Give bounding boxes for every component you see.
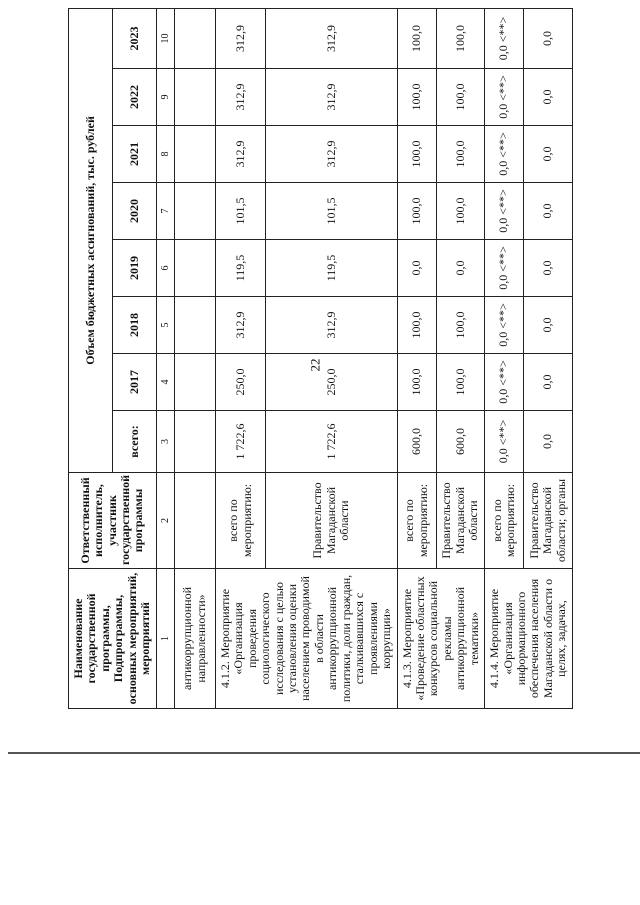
value-cell: 0,0 [524, 126, 573, 183]
value-cell: 101,5 [215, 183, 265, 240]
column-number: 10 [156, 8, 174, 68]
value-cell: 101,5 [266, 183, 397, 240]
value-cell: 119,5 [266, 240, 397, 297]
page-number: 22 [307, 358, 323, 372]
value-cell: 250,0 [215, 354, 265, 411]
column-number: 1 [156, 569, 174, 709]
column-number: 7 [156, 183, 174, 240]
table-row [485, 8, 524, 708]
column-number: 9 [156, 69, 174, 126]
value-cell: 100,0 [397, 8, 436, 68]
value-cell: 0,0 [397, 240, 436, 297]
value-cell: 0,0 <**> [485, 354, 524, 411]
header-year: 2019 [112, 240, 156, 297]
value-cell: 0,0 [524, 354, 573, 411]
value-cell: 119,5 [215, 240, 265, 297]
value-cell: 0,0 [524, 69, 573, 126]
table-row [215, 8, 265, 708]
table-row [397, 8, 436, 708]
value-cell: 312,9 [215, 126, 265, 183]
value-cell: 100,0 [436, 8, 485, 68]
value-cell: 0,0 <**> [485, 297, 524, 354]
value-cell: 0,0 <**> [485, 183, 524, 240]
header-year: 2022 [112, 69, 156, 126]
responsible-cell: всего по мероприятию: [215, 473, 265, 569]
header-year: 2020 [112, 183, 156, 240]
responsible-cell: Правительство Магаданской области [266, 473, 397, 569]
value-cell: 0,0 <**> [485, 240, 524, 297]
responsible-cell: всего по мероприятию: [397, 473, 436, 569]
value-cell: 312,9 [266, 126, 397, 183]
value-cell: 312,9 [215, 8, 265, 68]
responsible-cell: Правительство Магаданской области [436, 473, 485, 569]
column-number: 5 [156, 297, 174, 354]
value-cell: 250,0 [266, 354, 397, 411]
measure-name: 4.1.4. Мероприятие «Организация информационного обеспечения населения Магаданской области о целях, задачах, [485, 569, 573, 709]
value-cell: 0,0 [436, 240, 485, 297]
value-cell: 1 722,6 [215, 411, 265, 473]
value-cell: 312,9 [266, 8, 397, 68]
value-cell: 100,0 [397, 297, 436, 354]
value-cell: 0,0 [524, 240, 573, 297]
value-cell: 100,0 [436, 297, 485, 354]
value-cell: 100,0 [397, 354, 436, 411]
column-number: 8 [156, 126, 174, 183]
column-number: 2 [156, 473, 174, 569]
rotated-table-container [68, 9, 569, 709]
value-cell: 0,0 [524, 8, 573, 68]
column-number: 4 [156, 354, 174, 411]
value-cell: 1 722,6 [266, 411, 397, 473]
rotated-table-frame [68, 8, 569, 710]
value-cell: 100,0 [397, 183, 436, 240]
value-cell: 0,0 <**> [485, 69, 524, 126]
value-cell: 312,9 [266, 297, 397, 354]
header-budget-group: Объем бюджетных ассигнований, тыс. рублей [69, 8, 113, 472]
value-cell: 100,0 [397, 126, 436, 183]
column-number: 3 [156, 411, 174, 473]
header-year: 2017 [112, 354, 156, 411]
value-cell: 100,0 [436, 126, 485, 183]
value-cell: 312,9 [215, 297, 265, 354]
value-cell: 0,0 [524, 297, 573, 354]
header-name: Наименование государственной программы, Подпрограммы, основных мероприятий, мероприятий [69, 569, 157, 709]
value-cell: 0,0 <**> [485, 126, 524, 183]
value-cell: 312,9 [215, 69, 265, 126]
measure-name: 4.1.2. Мероприятие «Организация проведения социологического исследования с целью установления оценки населением проводимой в области антикоррупционной политики, доли граждан, сталкивавшихся с проявлениями коррупции» [215, 569, 397, 709]
responsible-cell: Правительство Магаданской области; органы [524, 473, 573, 569]
header-year: 2021 [112, 126, 156, 183]
value-cell: 600,0 [436, 411, 485, 473]
value-cell: 0,0 [524, 411, 573, 473]
value-cell: 0,0 <**> [485, 8, 524, 68]
header-year: 2018 [112, 297, 156, 354]
value-cell: 312,9 [266, 69, 397, 126]
value-cell: 100,0 [397, 69, 436, 126]
page-divider-line [8, 752, 640, 754]
table-row [174, 8, 215, 708]
value-cell: 100,0 [436, 69, 485, 126]
continuation-text: антикоррупционной направленности» [174, 569, 215, 709]
value-cell: 600,0 [397, 411, 436, 473]
header-year: 2023 [112, 8, 156, 68]
value-cell: 0,0 [524, 183, 573, 240]
column-number: 6 [156, 240, 174, 297]
responsible-cell: всего по мероприятию: [485, 473, 524, 569]
value-cell: 100,0 [436, 183, 485, 240]
header-total: всего: [112, 411, 156, 473]
budget-table [68, 8, 573, 709]
value-cell: 0,0 <**> [485, 411, 524, 473]
measure-name: 4.1.3. Мероприятие «Проведение областных конкурсов социальной рекламы антикоррупционной тематики» [397, 569, 485, 709]
header-responsible: Ответственный исполнитель, участник государственной программы [69, 473, 157, 569]
value-cell: 100,0 [436, 354, 485, 411]
